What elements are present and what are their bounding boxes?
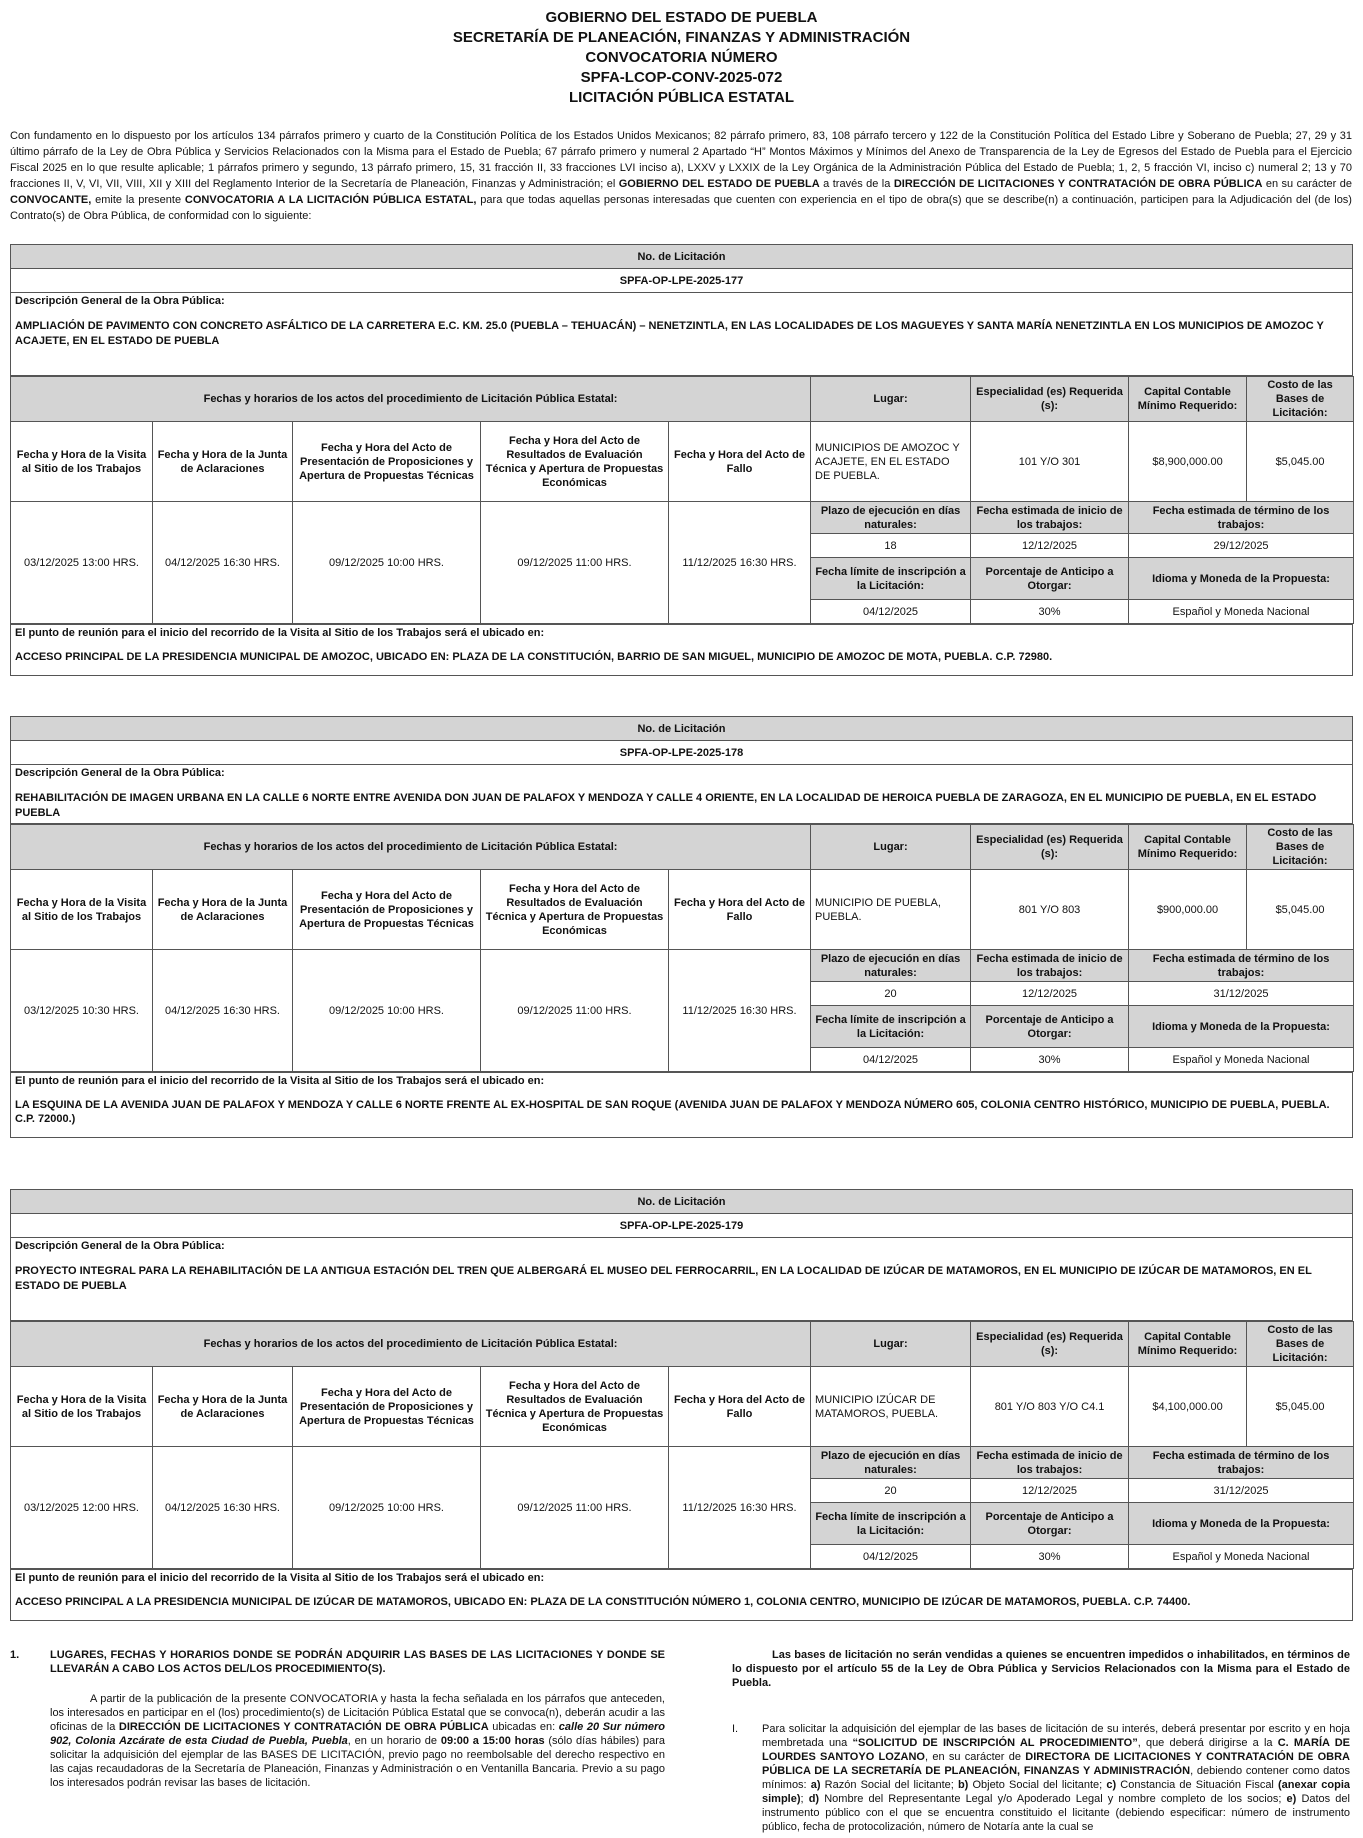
punto-reunion-label: El punto de reunión para el inicio del recorrido de la Visita al Sitio de los Trabajos será el ubicado en: (15, 1572, 545, 1584)
item-i-bold: d) (808, 1793, 820, 1805)
licitacion-header-table (10, 1189, 1353, 1321)
fechas-header: Fechas y horarios de los actos del procedimiento de Licitación Pública Estatal: (11, 377, 811, 422)
descripcion-label: Descripción General de la Obra Pública: (15, 1240, 225, 1252)
header-line-3: CONVOCATORIA NÚMERO (585, 49, 778, 66)
costo-label: Costo de las Bases de Licitación: (1247, 1322, 1354, 1367)
limite-value: 04/12/2025 (811, 600, 971, 624)
costo-label: Costo de las Bases de Licitación: (1247, 377, 1354, 422)
especialidad-label: Especialidad (es) Requerida (s): (971, 825, 1129, 870)
resultados-value: 09/12/2025 11:00 HRS. (481, 950, 669, 1072)
licitacion-block (10, 244, 1353, 676)
item-i-bold: e) (1286, 1793, 1297, 1805)
item-i-text: Para solicitar la adquisición del ejemplar de las bases de licitación de su interés, deberá presentar por escrito y en hoja membretada una (762, 1723, 1350, 1749)
header-line-4: SPFA-LCOP-CONV-2025-072 (580, 69, 783, 86)
document-header (0, 0, 1363, 108)
resultados-label: Fecha y Hora del Acto de Resultados de Evaluación Técnica y Apertura de Propuestas Económicas (481, 870, 669, 950)
item-i-text: Constancia de Situación Fiscal (1116, 1779, 1279, 1791)
no-licitacion-label: No. de Licitación (11, 1190, 1353, 1214)
junta-value: 04/12/2025 16:30 HRS. (153, 502, 293, 624)
limite-value: 04/12/2025 (811, 1048, 971, 1072)
presentacion-value: 09/12/2025 10:00 HRS. (293, 1447, 481, 1569)
especialidad-label: Especialidad (es) Requerida (s): (971, 377, 1129, 422)
fechas-table (10, 1321, 1354, 1569)
descripcion-label: Descripción General de la Obra Pública: (15, 767, 225, 779)
costo-value: $5,045.00 (1247, 1367, 1354, 1447)
especialidad-value: 801 Y/O 803 Y/O C4.1 (971, 1367, 1129, 1447)
capital-label: Capital Contable Mínimo Requerido: (1129, 825, 1247, 870)
resultados-value: 09/12/2025 11:00 HRS. (481, 1447, 669, 1569)
anticipo-value: 30% (971, 1545, 1129, 1569)
junta-value: 04/12/2025 16:30 HRS. (153, 950, 293, 1072)
licitacion-block (10, 716, 1353, 1138)
fallo-label: Fecha y Hora del Acto de Fallo (669, 870, 811, 950)
item-i-text: , en su carácter de (924, 1751, 1026, 1763)
inicio-value: 12/12/2025 (971, 534, 1129, 558)
visita-label: Fecha y Hora de la Visita al Sitio de los Trabajos (11, 1367, 153, 1447)
descripcion-text: REHABILITACIÓN DE IMAGEN URBANA EN LA CALLE 6 NORTE ENTRE AVENIDA DON JUAN DE PALAFOX Y MENDOZA Y CALLE 4 ORIENTE, EN LA LOCALIDAD DE HEROICA PUEBLA DE ZARAGOZA, EN EL MUNICIPIO DE PUEBLA, EN EL ESTADO PUEBLA (15, 792, 1317, 819)
junta-label: Fecha y Hora de la Junta de Aclaraciones (153, 870, 293, 950)
no-licitacion-label: No. de Licitación (11, 245, 1353, 269)
punto-reunion-table (10, 1072, 1353, 1138)
intro-bold: DIRECCIÓN DE LICITACIONES Y CONTRATACIÓN DE OBRA PÚBLICA (893, 178, 1263, 190)
junta-label: Fecha y Hora de la Junta de Aclaraciones (153, 422, 293, 502)
section-1-title: LUGARES, FECHAS Y HORARIOS DONDE SE PODRÁN ADQUIRIR LAS BASES DE LAS LICITACIONES Y DONDE SE LLEVARÁN A CABO LOS ACTOS DEL/LOS PROCEDIMIENTO(S). (50, 1649, 665, 1675)
item-i-bold: C. MARÍA DE LOURDES SANTOYO LOZANO (762, 1737, 1350, 1763)
lugar-value: MUNICIPIO IZÚCAR DE MATAMOROS, PUEBLA. (811, 1367, 971, 1447)
header-line-5: LICITACIÓN PÚBLICA ESTATAL (569, 89, 794, 106)
plazo-label: Plazo de ejecución en días naturales: (811, 1447, 971, 1479)
descripcion-text: AMPLIACIÓN DE PAVIMENTO CON CONCRETO ASFÁLTICO DE LA CARRETERA E.C. KM. 25.0 (PUEBLA – TEHUACÁN) – NENETZINTLA, EN LAS LOCALIDADES DE LOS MAGUEYES Y SANTA MARÍA NENETZINTLA EN LOS MUNICIPIOS DE AMOZOC Y ACAJETE, EN EL ESTADO DE PUEBLA (15, 320, 1324, 347)
item-i-text: Razón Social del licitante; (820, 1779, 958, 1791)
termino-label: Fecha estimada de término de los trabajos: (1129, 1447, 1354, 1479)
visita-value: 03/12/2025 10:30 HRS. (11, 950, 153, 1072)
junta-label: Fecha y Hora de la Junta de Aclaraciones (153, 1367, 293, 1447)
limite-label: Fecha límite de inscripción a la Licitación: (811, 1503, 971, 1545)
fallo-label: Fecha y Hora del Acto de Fallo (669, 1367, 811, 1447)
limite-label: Fecha límite de inscripción a la Licitación: (811, 1006, 971, 1048)
licitacion-number: SPFA-OP-LPE-2025-177 (11, 269, 1353, 293)
section-1-paragraph (50, 1692, 665, 1790)
especialidad-label: Especialidad (es) Requerida (s): (971, 1322, 1129, 1367)
anticipo-label: Porcentaje de Anticipo a Otorgar: (971, 1006, 1129, 1048)
intro-text: a través de la (819, 178, 894, 190)
item-i-text: , debiendo contener como datos mínimos: (762, 1765, 1350, 1791)
item-i-text: Nombre del Representante Legal y/o Apoderado Legal y nombre completo de los socios; (819, 1793, 1287, 1805)
inicio-label: Fecha estimada de inicio de los trabajos: (971, 950, 1129, 982)
section-1-address: calle 20 Sur número 902, Colonia Azcárate de esta Ciudad de Puebla, Puebla (50, 1721, 665, 1747)
item-i-paragraph (762, 1722, 1350, 1838)
visita-label: Fecha y Hora de la Visita al Sitio de los Trabajos (11, 422, 153, 502)
descripcion-cell (11, 293, 1353, 376)
capital-value: $900,000.00 (1129, 870, 1247, 950)
junta-value: 04/12/2025 16:30 HRS. (153, 1447, 293, 1569)
intro-text: en su carácter de (1262, 178, 1352, 190)
section-1-text: ubicadas en: (488, 1721, 559, 1733)
lugar-value: MUNICIPIO DE PUEBLA, PUEBLA. (811, 870, 971, 950)
item-i-text: , que deberá dirigirse a la (1137, 1737, 1278, 1749)
termino-value: 31/12/2025 (1129, 982, 1354, 1006)
limite-label: Fecha límite de inscripción a la Licitación: (811, 558, 971, 600)
item-i-bold: (anexar copia simple) (762, 1779, 1350, 1805)
punto-reunion-text: ACCESO PRINCIPAL DE LA PRESIDENCIA MUNICIPAL DE AMOZOC, UBICADO EN: PLAZA DE LA CONSTITUCIÓN, BARRIO DE SAN MIGUEL, MUNICIPIO DE AMOZOC DE MOTA, PUEBLA. C.P. 72980. (15, 651, 1053, 663)
inicio-label: Fecha estimada de inicio de los trabajos: (971, 502, 1129, 534)
termino-value: 31/12/2025 (1129, 1479, 1354, 1503)
costo-value: $5,045.00 (1247, 870, 1354, 950)
licitacion-number: SPFA-OP-LPE-2025-179 (11, 1214, 1353, 1238)
plazo-value: 18 (811, 534, 971, 558)
licitacion-block (10, 1189, 1353, 1621)
intro-bold: CONVOCANTE, (10, 194, 92, 206)
item-i-text: ; (800, 1793, 809, 1805)
plazo-label: Plazo de ejecución en días naturales: (811, 950, 971, 982)
costo-label: Costo de las Bases de Licitación: (1247, 825, 1354, 870)
section-1-text: A partir de la publicación de la presente CONVOCATORIA y hasta la fecha señalada en los párrafos que anteceden, los interesados en participar en el (los) procedimiento(s) de Licitación Pública Estatal que se convoca(n), deberán acudir a las oficinas de la (50, 1693, 665, 1733)
punto-reunion-table (10, 1569, 1353, 1621)
anticipo-value: 30% (971, 1048, 1129, 1072)
licitacion-header-table (10, 244, 1353, 376)
plazo-value: 20 (811, 982, 971, 1006)
presentacion-label: Fecha y Hora del Acto de Presentación de Proposiciones y Apertura de Propuestas Técnicas (293, 1367, 481, 1447)
especialidad-value: 101 Y/O 301 (971, 422, 1129, 502)
licitacion-number: SPFA-OP-LPE-2025-178 (11, 741, 1353, 765)
section-1-hours: 09:00 a 15:00 horas (440, 1735, 545, 1747)
fechas-header: Fechas y horarios de los actos del procedimiento de Licitación Pública Estatal: (11, 825, 811, 870)
visita-label: Fecha y Hora de la Visita al Sitio de los Trabajos (11, 870, 153, 950)
fallo-value: 11/12/2025 16:30 HRS. (669, 1447, 811, 1569)
fechas-header: Fechas y horarios de los actos del procedimiento de Licitación Pública Estatal: (11, 1322, 811, 1367)
termino-value: 29/12/2025 (1129, 534, 1354, 558)
resultados-value: 09/12/2025 11:00 HRS. (481, 502, 669, 624)
section-1-text: , en un horario de (347, 1735, 441, 1747)
punto-reunion-cell (11, 1073, 1353, 1138)
idioma-label: Idioma y Moneda de la Propuesta: (1129, 1503, 1354, 1545)
fechas-table (10, 824, 1354, 1072)
item-i-bold: b) (957, 1779, 969, 1791)
anticipo-label: Porcentaje de Anticipo a Otorgar: (971, 1503, 1129, 1545)
fechas-table (10, 376, 1354, 624)
lugar-label: Lugar: (811, 377, 971, 422)
section-1-text: (sólo días hábiles) para solicitar la adquisición del ejemplar de las BASES DE LICITACIÓN, previo pago no reembolsable del derecho respectivo en las cajas recaudadoras de la Secretaría de Planeación, Finanzas y Administración o en Ventanilla Bancaria. Previo a su pago los interesados podrán revisar las bases de licitación. (50, 1735, 665, 1789)
punto-reunion-label: El punto de reunión para el inicio del recorrido de la Visita al Sitio de los Trabajos será el ubicado en: (15, 627, 545, 639)
item-i-number: I. (732, 1723, 739, 1735)
presentacion-value: 09/12/2025 10:00 HRS. (293, 950, 481, 1072)
punto-reunion-cell (11, 625, 1353, 676)
termino-label: Fecha estimada de término de los trabajos: (1129, 950, 1354, 982)
intro-bold: GOBIERNO DEL ESTADO DE PUEBLA (618, 178, 820, 190)
limite-value: 04/12/2025 (811, 1545, 971, 1569)
punto-reunion-table (10, 624, 1353, 676)
item-i-bold: “SOLICITUD DE INSCRIPCIÓN AL PROCEDIMIENTO” (852, 1737, 1138, 1749)
idioma-label: Idioma y Moneda de la Propuesta: (1129, 1006, 1354, 1048)
capital-label: Capital Contable Mínimo Requerido: (1129, 377, 1247, 422)
item-i-bold: a) (810, 1779, 821, 1791)
idioma-value: Español y Moneda Nacional (1129, 600, 1354, 624)
capital-label: Capital Contable Mínimo Requerido: (1129, 1322, 1247, 1367)
termino-label: Fecha estimada de término de los trabajos: (1129, 502, 1354, 534)
licitacion-header-table (10, 716, 1353, 824)
lugar-label: Lugar: (811, 1322, 971, 1367)
visita-value: 03/12/2025 12:00 HRS. (11, 1447, 153, 1569)
plazo-label: Plazo de ejecución en días naturales: (811, 502, 971, 534)
idioma-value: Español y Moneda Nacional (1129, 1545, 1354, 1569)
item-i-bold: DIRECTORA DE LICITACIONES Y CONTRATACIÓN DE OBRA PÚBLICA DE LA SECRETARÍA DE PLANEACIÓN, FINANZAS Y ADMINISTRACIÓN (762, 1751, 1350, 1777)
intro-text: para que todas aquellas personas interesadas que cuenten con experiencia en el tipo de obra(s) que se describe(n) a continuación, participen para la Adjudicación del (de los) Contrato(s) de Obra Pública, de conformidad con lo siguiente: (10, 194, 1352, 222)
item-i-text: Objeto Social del licitante; (968, 1779, 1107, 1791)
header-line-1: GOBIERNO DEL ESTADO DE PUEBLA (545, 9, 818, 26)
descripcion-cell (11, 765, 1353, 824)
section-1-bold: DIRECCIÓN DE LICITACIONES Y CONTRATACIÓN DE OBRA PÚBLICA (118, 1721, 489, 1733)
item-i-bold: c) (1106, 1779, 1117, 1791)
presentacion-value: 09/12/2025 10:00 HRS. (293, 502, 481, 624)
fallo-label: Fecha y Hora del Acto de Fallo (669, 422, 811, 502)
intro-text: Con fundamento en lo dispuesto por los artículos 134 párrafos primero y cuarto de la Constitución Política de los Estados Unidos Mexicanos; 82 párrafo primero, 83, 108 párrafo tercero y 122 de la Constitución Política del Estado Libre y Soberano de Puebla; 27, 29 y 31 último párrafo de la Ley de Obra Pública y Servicios Relacionados con la Misma para el Estado de Puebla; 67 párrafo primero y numeral 2 Apartado “H” Montos Máximos y Mínimos del Anexo de Transparencia de la Ley de Egresos del Estado de Puebla para el Ejercicio Fiscal 2025 en lo que resulte aplicable; 1 párrafos primero y segundo, 13 párrafo primero, 15, 31 fracción II, 33 fracciones LVI inciso a), LXXV y LXXIX de la Ley Orgánica de la Administración Pública del Estado de Puebla; 1, 2, 5 fracción VI, inciso c) numeral 2; 13 y 70 fracciones II, V, VI, VII, VIII, XII y XIII del Reglamento Interior de la Secretaría de Planeación, Finanzas y Administración; el (10, 130, 1352, 190)
descripcion-cell (11, 1238, 1353, 1321)
fallo-value: 11/12/2025 16:30 HRS. (669, 502, 811, 624)
bases-no-vendidas-paragraph: Las bases de licitación no serán vendidas a quienes se encuentren impedidos o inhabilitados, en términos de lo dispuesto por el artículo 55 de la Ley de Obra Pública y Servicios Relacionados con la Misma para el Estado de Puebla. (732, 1649, 1350, 1689)
header-line-2: SECRETARÍA DE PLANEACIÓN, FINANZAS Y ADMINISTRACIÓN (452, 29, 911, 46)
presentacion-label: Fecha y Hora del Acto de Presentación de Proposiciones y Apertura de Propuestas Técnicas (293, 870, 481, 950)
item-i-text: Datos del instrumento público con el que se encuentra constituido el licitante (debiendo especificar: número de instrumento público, fecha de protocolización, número de Notaría ante la cual se (762, 1793, 1350, 1833)
intro-text: emite la presente (91, 194, 185, 206)
plazo-value: 20 (811, 1479, 971, 1503)
intro-bold: CONVOCATORIA A LA LICITACIÓN PÚBLICA ESTATAL, (184, 194, 477, 206)
visita-value: 03/12/2025 13:00 HRS. (11, 502, 153, 624)
inicio-value: 12/12/2025 (971, 982, 1129, 1006)
idioma-label: Idioma y Moneda de la Propuesta: (1129, 558, 1354, 600)
inicio-label: Fecha estimada de inicio de los trabajos: (971, 1447, 1129, 1479)
no-licitacion-label: No. de Licitación (11, 717, 1353, 741)
anticipo-label: Porcentaje de Anticipo a Otorgar: (971, 558, 1129, 600)
punto-reunion-cell (11, 1570, 1353, 1621)
punto-reunion-text: ACCESO PRINCIPAL A LA PRESIDENCIA MUNICIPAL DE IZÚCAR DE MATAMOROS, UBICADO EN: PLAZA DE LA CONSTITUCIÓN NÚMERO 1, COLONIA CENTRO, MUNICIPIO DE IZÚCAR DE MATAMOROS, PUEBLA. C.P. 74400. (15, 1596, 1191, 1608)
section-1-number: 1. (10, 1649, 20, 1661)
intro-paragraph (10, 128, 1352, 224)
especialidad-value: 801 Y/O 803 (971, 870, 1129, 950)
inicio-value: 12/12/2025 (971, 1479, 1129, 1503)
descripcion-text: PROYECTO INTEGRAL PARA LA REHABILITACIÓN DE LA ANTIGUA ESTACIÓN DEL TREN QUE ALBERGARÁ EL MUSEO DEL FERROCARRIL, EN LA LOCALIDAD DE IZÚCAR DE MATAMOROS, EN EL MUNICIPIO DE IZÚCAR DE MATAMOROS, EN EL ESTADO DE PUEBLA (15, 1265, 1312, 1292)
resultados-label: Fecha y Hora del Acto de Resultados de Evaluación Técnica y Apertura de Propuestas Económicas (481, 1367, 669, 1447)
capital-value: $8,900,000.00 (1129, 422, 1247, 502)
fallo-value: 11/12/2025 16:30 HRS. (669, 950, 811, 1072)
idioma-value: Español y Moneda Nacional (1129, 1048, 1354, 1072)
punto-reunion-label: El punto de reunión para el inicio del recorrido de la Visita al Sitio de los Trabajos será el ubicado en: (15, 1075, 545, 1087)
capital-value: $4,100,000.00 (1129, 1367, 1247, 1447)
presentacion-label: Fecha y Hora del Acto de Presentación de Proposiciones y Apertura de Propuestas Técnicas (293, 422, 481, 502)
punto-reunion-text: LA ESQUINA DE LA AVENIDA JUAN DE PALAFOX Y MENDOZA Y CALLE 6 NORTE FRENTE AL EX-HOSPITAL DE SAN ROQUE (AVENIDA JUAN DE PALAFOX Y MENDOZA NÚMERO 605, COLONIA CENTRO HISTÓRICO, MUNICIPIO DE PUEBLA, PUEBLA. C.P. 72000.) (15, 1099, 1330, 1125)
lugar-label: Lugar: (811, 825, 971, 870)
costo-value: $5,045.00 (1247, 422, 1354, 502)
lugar-value: MUNICIPIOS DE AMOZOC Y ACAJETE, EN EL ESTADO DE PUEBLA. (811, 422, 971, 502)
descripcion-label: Descripción General de la Obra Pública: (15, 295, 225, 307)
anticipo-value: 30% (971, 600, 1129, 624)
resultados-label: Fecha y Hora del Acto de Resultados de Evaluación Técnica y Apertura de Propuestas Económicas (481, 422, 669, 502)
